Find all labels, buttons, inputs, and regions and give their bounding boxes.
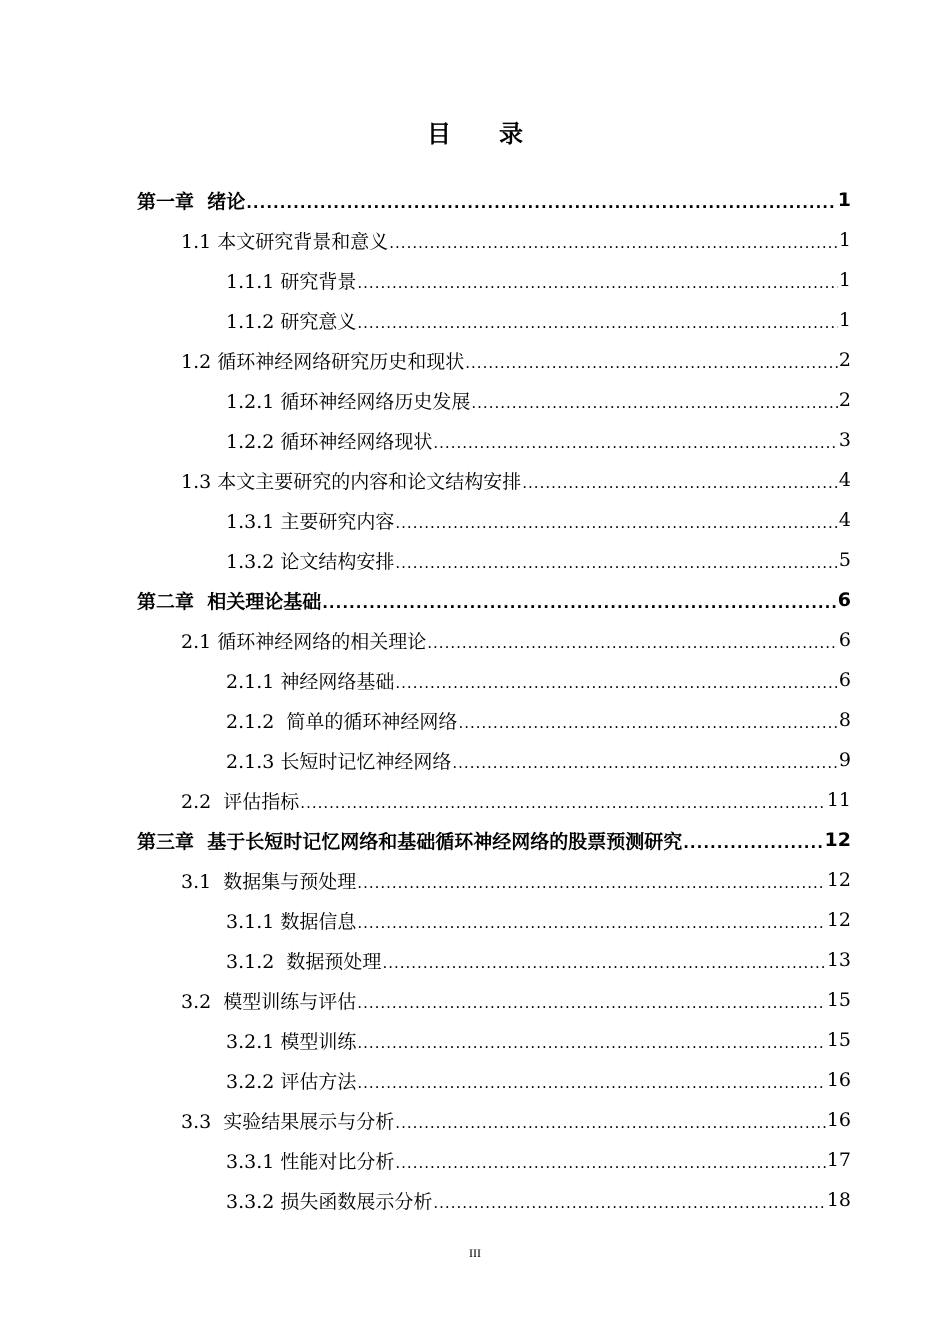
toc-dot-leader [246, 190, 837, 210]
toc-entry-label: 1.3.1 主要研究内容 [226, 510, 395, 533]
toc-entry-label: 2.1.2 简单的循环神经网络 [226, 710, 458, 733]
toc-dot-leader [357, 1070, 825, 1090]
toc-entry-page: 4 [838, 509, 851, 531]
toc-dot-leader [427, 630, 838, 650]
toc-subsection-entry[interactable] [226, 900, 851, 940]
toc-entry-page: 6 [838, 669, 851, 691]
toc-entry-page: 8 [838, 709, 851, 731]
toc-entry-page: 16 [826, 1109, 851, 1131]
toc-entry-page: 2 [838, 349, 851, 371]
toc-entry-page: 5 [838, 549, 851, 571]
toc-entry-label: 第二章 相关理论基础 [137, 590, 322, 613]
toc-dot-leader [395, 670, 838, 690]
toc-section-entry[interactable] [181, 460, 851, 500]
toc-dot-leader [522, 470, 838, 490]
toc-entry-label: 2.1.3 长短时记忆神经网络 [226, 750, 452, 773]
toc-entry-label: 3.2.1 模型训练 [226, 1030, 357, 1053]
toc-subsection-entry[interactable] [226, 1140, 851, 1180]
toc-entry-page: 15 [826, 1029, 851, 1051]
toc-subsection-entry[interactable] [226, 700, 851, 740]
toc-entry-page: 12 [826, 909, 851, 931]
toc-entry-label: 第三章 基于长短时记忆网络和基础循环神经网络的股票预测研究 [137, 830, 683, 853]
toc-entry-label: 2.1.1 神经网络基础 [226, 670, 395, 693]
toc-entry-label: 1.3 本文主要研究的内容和论文结构安排 [181, 470, 522, 493]
toc-entry-label: 1.1.2 研究意义 [226, 310, 357, 333]
toc-dot-leader [433, 430, 838, 450]
toc-entry-label: 3.1.1 数据信息 [226, 910, 357, 933]
toc-dot-leader [395, 550, 838, 570]
toc-dot-leader [452, 750, 838, 770]
toc-entry-page: 13 [826, 949, 851, 971]
toc-section-entry[interactable] [181, 620, 851, 660]
toc-entry-label: 1.1 本文研究背景和意义 [181, 230, 389, 253]
toc-entry-page: 6 [837, 589, 851, 611]
toc-dot-leader [395, 1110, 826, 1130]
toc-entry-page: 16 [826, 1069, 851, 1091]
page-title: 目录 [427, 119, 571, 148]
toc-entry-label: 3.3 实验结果展示与分析 [181, 1110, 395, 1133]
toc-entry-label: 3.2.2 评估方法 [226, 1070, 357, 1093]
toc-dot-leader [357, 870, 826, 890]
toc-section-entry[interactable] [181, 980, 851, 1020]
toc-dot-leader [357, 910, 825, 930]
toc-section-entry[interactable] [181, 220, 851, 260]
toc-dot-leader [395, 510, 838, 530]
toc-entry-label: 1.2 循环神经网络研究历史和现状 [181, 350, 465, 373]
toc-entry-page: 3 [838, 429, 851, 451]
toc-dot-leader [683, 830, 823, 850]
toc-chapter-entry[interactable] [137, 820, 851, 860]
toc-entry-page: 4 [838, 469, 851, 491]
toc-entry-label: 1.3.2 论文结构安排 [226, 550, 395, 573]
toc-entry-page: 6 [838, 629, 851, 651]
toc-subsection-entry[interactable] [226, 1020, 851, 1060]
toc-dot-leader [357, 1030, 825, 1050]
toc-entry-label: 第一章 绪论 [137, 190, 246, 213]
toc-section-entry[interactable] [181, 1100, 851, 1140]
toc-subsection-entry[interactable] [226, 420, 851, 460]
toc-subsection-entry[interactable] [226, 300, 851, 340]
toc-entry-label: 3.1.2 数据预处理 [226, 950, 382, 973]
toc-entry-page: 2 [838, 389, 851, 411]
page-number: III [469, 1246, 481, 1260]
toc-entry-page: 1 [838, 269, 851, 291]
toc-dot-leader [471, 390, 838, 410]
toc-subsection-entry[interactable] [226, 1060, 851, 1100]
toc-subsection-entry[interactable] [226, 660, 851, 700]
toc-entry-label: 3.3.1 性能对比分析 [226, 1150, 395, 1173]
toc-section-entry[interactable] [181, 780, 851, 820]
toc-entry-page: 18 [826, 1189, 851, 1211]
toc-dot-leader [357, 270, 838, 290]
toc-entry-page: 1 [837, 189, 851, 211]
toc-dot-leader [395, 1150, 825, 1170]
toc-entry-page: 9 [838, 749, 851, 771]
toc-entry-page: 15 [826, 989, 851, 1011]
toc-dot-leader [322, 590, 837, 610]
toc-dot-leader [382, 950, 825, 970]
toc-entry-label: 1.1.1 研究背景 [226, 270, 357, 293]
toc-entry-page: 1 [838, 309, 851, 331]
toc-entry-page: 12 [826, 869, 851, 891]
toc-entry-label: 3.2 模型训练与评估 [181, 990, 357, 1013]
toc-dot-leader [465, 350, 838, 370]
toc-entry-label: 1.2.2 循环神经网络现状 [226, 430, 433, 453]
toc-entry-label: 1.2.1 循环神经网络历史发展 [226, 390, 471, 413]
toc-entry-label: 3.1 数据集与预处理 [181, 870, 357, 893]
toc-dot-leader [300, 790, 826, 810]
toc-subsection-entry[interactable] [226, 740, 851, 780]
toc-subsection-entry[interactable] [226, 500, 851, 540]
toc-dot-leader [389, 230, 838, 250]
toc-dot-leader [433, 1190, 825, 1210]
toc-entry-label: 3.3.2 损失函数展示分析 [226, 1190, 433, 1213]
toc-dot-leader [458, 710, 837, 730]
toc-dot-leader [357, 310, 838, 330]
toc-chapter-entry[interactable] [137, 180, 851, 220]
toc-entry-page: 1 [838, 229, 851, 251]
toc-entry-label: 2.2 评估指标 [181, 790, 300, 813]
toc-chapter-entry[interactable] [137, 580, 851, 620]
toc-section-entry[interactable] [181, 860, 851, 900]
toc-section-entry[interactable] [181, 340, 851, 380]
toc-subsection-entry[interactable] [226, 260, 851, 300]
toc-entry-page: 12 [824, 829, 851, 851]
toc-dot-leader [357, 990, 826, 1010]
toc-subsection-entry[interactable] [226, 380, 851, 420]
toc-subsection-entry[interactable] [226, 540, 851, 580]
toc-entry-label: 2.1 循环神经网络的相关理论 [181, 630, 427, 653]
toc-entry-page: 11 [826, 789, 851, 811]
toc-subsection-entry[interactable] [226, 940, 851, 980]
toc-subsection-entry[interactable] [226, 1180, 851, 1220]
toc-entry-page: 17 [826, 1149, 851, 1171]
